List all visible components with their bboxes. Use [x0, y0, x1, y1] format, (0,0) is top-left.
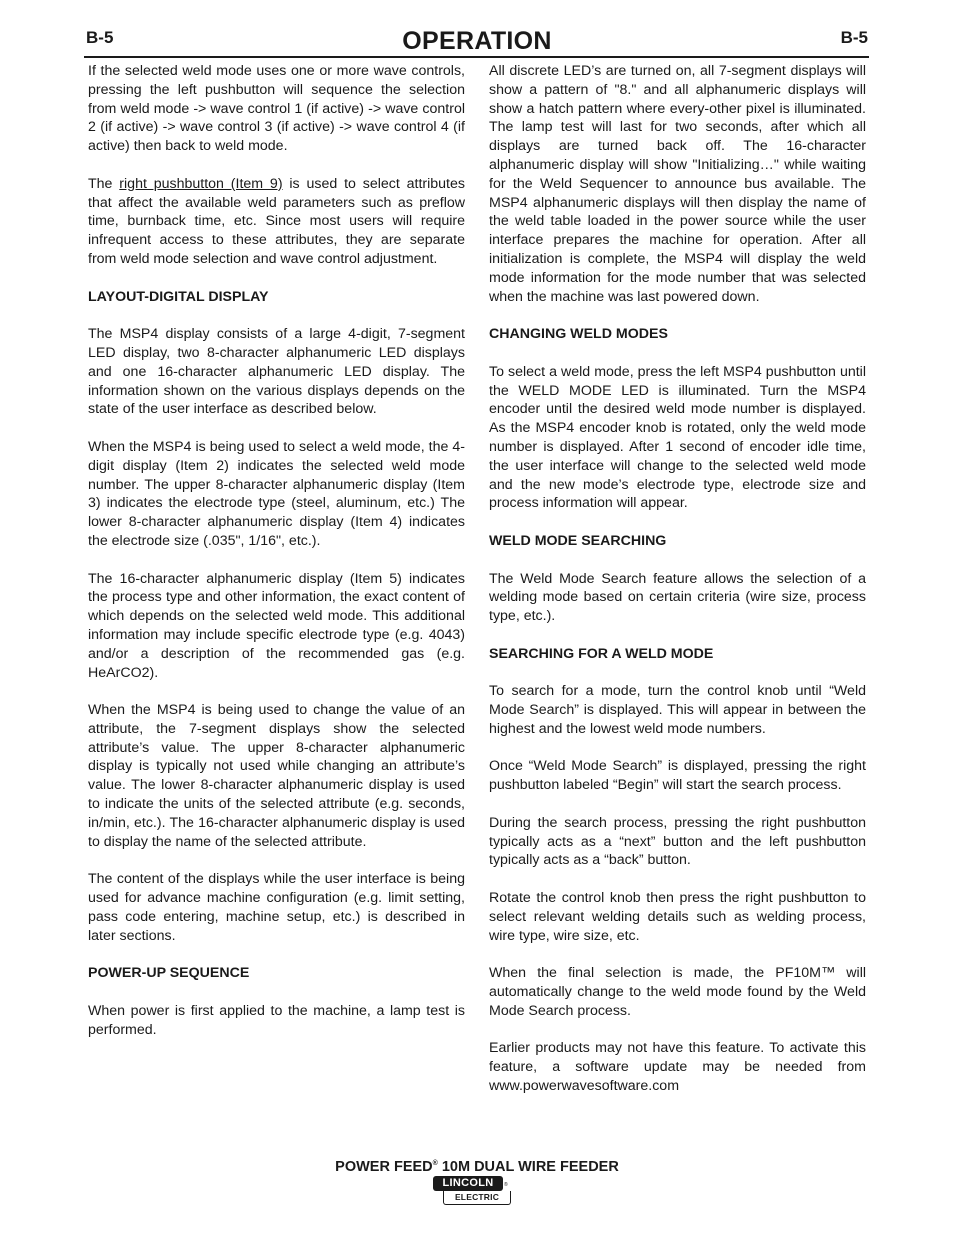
- paragraph-search-feature: The Weld Mode Search feature allows the selection of a welding mode based on certain criteria (wire size, process type, etc.).: [489, 570, 866, 625]
- paragraph-display-description: The MSP4 display consists of a large 4-digit, 7-segment LED display, two 8-character alphanumeric LED displays and one 16-character alphanumeric LED display. The information shown on the various displays depends on the state of the user interface as described below.: [88, 326, 465, 418]
- footer-title-part: 10M DUAL WIRE FEEDER: [437, 1159, 619, 1175]
- right-pushbutton-reference: right pushbutton (Item 9): [119, 175, 283, 192]
- page-number-right: B-5: [840, 28, 868, 47]
- paragraph-next-back: During the search process, pressing the right pushbutton typically acts as a “next” button and the left pushbutton typically acts as a “back” button.: [489, 814, 866, 869]
- right-column: [489, 62, 866, 1115]
- paragraph-search-start: To search for a mode, turn the control knob until “Weld Mode Search” is displayed. This will appear in between the highest and the lowest weld mode numbers.: [489, 683, 866, 737]
- paragraph-software-update: Earlier products may not have this feature. To activate this feature, a software update may be needed from www.powerwavesoftware.com: [489, 1040, 866, 1095]
- paragraph-begin-button: Once “Weld Mode Search” is displayed, pressing the right pushbutton labeled “Begin” will start the search process.: [489, 758, 866, 794]
- heading-weld-mode-searching: WELD MODE SEARCHING: [489, 532, 667, 549]
- page-title: OPERATION: [402, 27, 552, 55]
- registered-mark: ®: [432, 1160, 438, 1168]
- paragraph-rotate-knob: Rotate the control knob then press the right pushbutton to select relevant welding details such as welding process, wire type, wire size, etc.: [489, 890, 866, 944]
- text-fragment: The: [88, 175, 120, 192]
- heading-searching-for-weld-mode: SEARCHING FOR A WELD MODE: [489, 645, 714, 662]
- page-number-left: B-5: [86, 28, 114, 47]
- lincoln-electric-logo: [433, 1176, 511, 1206]
- heading-layout-digital-display: LAYOUT-DIGITAL DISPLAY: [88, 288, 269, 305]
- paragraph-lamp-test-details: All discrete LED’s are turned on, all 7-segment displays will show a pattern of "8." and all alphanumeric displays will show a hatch pattern where every-other pixel is illuminated. The lamp test will last for two seconds, after which all displays are turned back off. The 16-character alphanumeric display will show "Initializing…" while waiting for the Weld Sequencer to announce bus available. The MSP4 alphanumeric displays will then display the name of the weld table loaded in the power source while the user interface prepares the machine for operation. After all initialization is complete, the MSP4 will display the weld mode information for the mode number that was selected when the machine was last powered down.: [489, 63, 866, 305]
- heading-power-up-sequence: POWER-UP SEQUENCE: [88, 965, 250, 982]
- paragraph-select-weld-mode: To select a weld mode, press the left MSP4 pushbutton until the WELD MODE LED is illuminated. Turn the MSP4 encoder until the desired weld mode number is displayed. As the MSP4 encoder knob is rotated, only the weld mode number is displayed. After 1 second of encoder idle time, the user interface will change to the selected weld mode and the new mode’s electrode type, electrode size and process information will appear.: [489, 363, 866, 512]
- paragraph-wave-controls: If the selected weld mode uses one or more wave controls, pressing the left pushbutton will sequence the selection from weld mode -> wave control 1 (if active) -> wave control 2 (if active) -> wave control 3 (if active) -> wave control 4 (if active) then back to weld mode.: [88, 63, 465, 155]
- logo-bottom-text: ELECTRIC: [443, 1191, 511, 1205]
- logo-registered-mark: ®: [504, 1182, 508, 1188]
- paragraph-lamp-test: When power is first applied to the machine, a lamp test is performed.: [88, 1002, 465, 1038]
- footer-title-part: POWER FEED: [335, 1159, 433, 1175]
- text-fragment: is used to select attributes that affect the available weld parameters such as preflow time, burnback time, etc. Since most users will require infrequent access to these attributes, they are separate from weld mode selection and wave control adjustment.: [88, 175, 465, 267]
- footer-product-title: [0, 1159, 954, 1175]
- paragraph-attribute-change: When the MSP4 is being used to change the value of an attribute, the 7-segment displays show the selected attribute’s value. The upper 8-character alphanumeric display is typically not used while changing an attribute’s value. The lower 8-character alphanumeric display is used to indicate the units of the selected attribute (e.g. seconds, in/min, etc.). The 16-character alphanumeric display is used to display the name of the selected attribute.: [88, 702, 465, 850]
- paragraph-16-char-display: The 16-character alphanumeric display (Item 5) indicates the process type and other information, the exact content of which depends on the selected weld mode. This additional information may include specific electrode type (e.g. 4043) and/or a description of the recommended gas (e.g. HeArCO2).: [88, 570, 465, 681]
- paragraph-final-selection: When the final selection is made, the PF10M™ will automatically change to the weld mode found by the Weld Mode Search process.: [489, 965, 866, 1019]
- paragraph-right-pushbutton: [88, 175, 465, 269]
- heading-changing-weld-modes: CHANGING WELD MODES: [489, 326, 668, 343]
- logo-top-text: LINCOLN: [433, 1176, 503, 1191]
- header-rule: [84, 56, 869, 58]
- left-column: [88, 62, 465, 1058]
- paragraph-weld-mode-select: When the MSP4 is being used to select a weld mode, the 4-digit display (Item 2) indicates the selected weld mode number. The upper 8-character alphanumeric display (Item 3) indicates the electrode type (steel, aluminum, etc.) The lower 8-character alphanumeric display (Item 4) indicates the electrode size (.035", 1/16", etc.).: [88, 438, 465, 549]
- paragraph-advanced-config: The content of the displays while the user interface is being used for advance machine configuration (e.g. limit setting, pass code entering, machine setup, etc.) is described in later sections.: [88, 871, 465, 944]
